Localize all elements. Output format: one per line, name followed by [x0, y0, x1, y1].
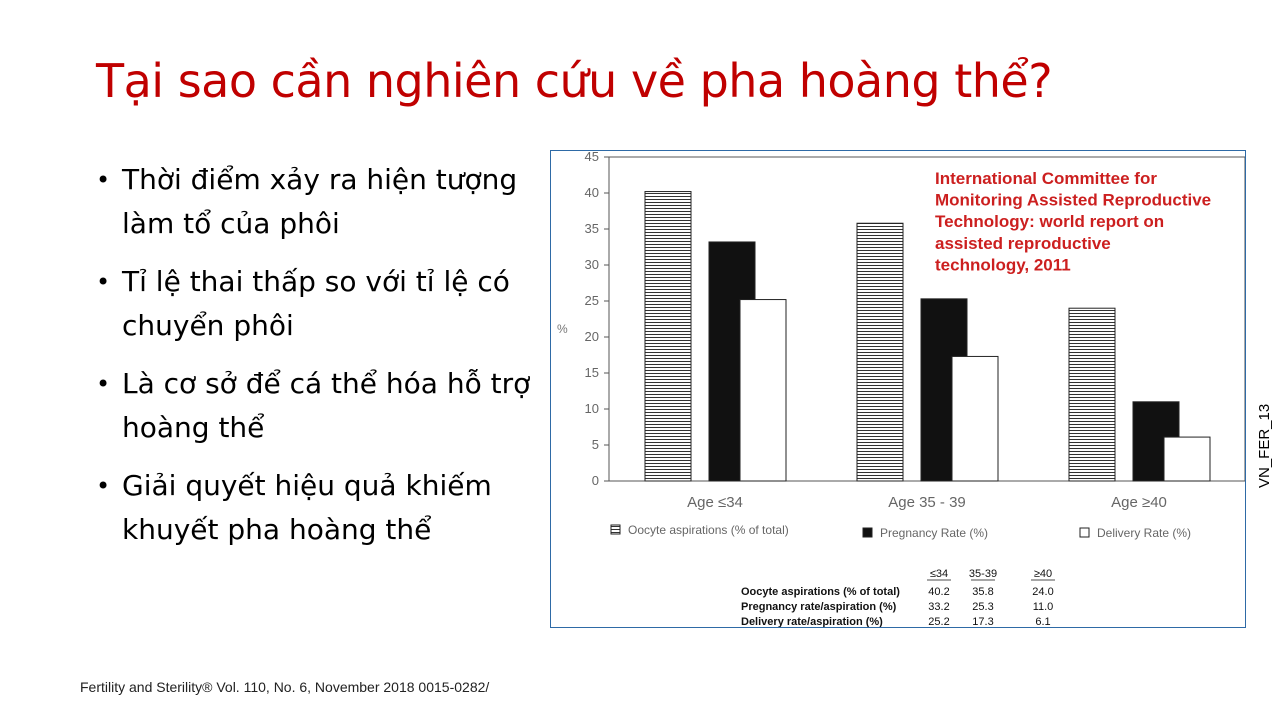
table-column-header: ≤34 [929, 568, 949, 580]
table-row-label: Delivery rate/aspiration (%) [741, 616, 883, 627]
bar-chart [551, 151, 1245, 627]
chart-annotation-line: assisted reproductive [935, 233, 1111, 253]
bar [645, 192, 691, 481]
table-cell: 11.0 [1032, 601, 1054, 613]
bar [740, 300, 786, 481]
bar [1164, 437, 1210, 481]
legend-swatch [1080, 528, 1089, 537]
table-cell: 17.3 [972, 616, 994, 627]
x-tick-label: Age 35 - 39 [888, 494, 966, 511]
y-tick-label: 45 [584, 151, 599, 164]
table-cell: 40.2 [928, 586, 950, 598]
legend-swatch [611, 525, 620, 534]
table-cell: 25.2 [928, 616, 950, 627]
legend-swatch [863, 528, 872, 537]
y-tick-label: 15 [584, 365, 599, 380]
legend-label: Pregnancy Rate (%) [880, 526, 989, 540]
slide-code: VN_FER_13 [1256, 403, 1273, 488]
chart-frame [550, 150, 1246, 628]
table-row-label: Oocyte aspirations (% of total) [741, 586, 900, 598]
y-tick-label: 0 [591, 473, 599, 488]
table-cell: 25.3 [972, 601, 994, 613]
y-tick-label: 30 [584, 257, 599, 272]
citation-text: Fertility and Sterility® Vol. 110, No. 6, November 2018 0015-0282/ [80, 679, 490, 695]
table-cell: 24.0 [1032, 586, 1054, 598]
chart-annotation-line: Technology: world report on [935, 212, 1165, 232]
citation-overflow-line [80, 700, 562, 720]
bullet-item: • Giải quyết hiệu quả khiếm khuyết pha hoàng thể [96, 464, 536, 552]
bullet-item: • Tỉ lệ thai thấp so với tỉ lệ có chuyển phôi [96, 260, 536, 348]
legend-label: Oocyte aspirations (% of total) [628, 523, 789, 537]
bar [1069, 308, 1115, 481]
chart-annotation-line: Monitoring Assisted Reproductive [935, 190, 1212, 210]
table-column-header: 35-39 [968, 568, 998, 580]
x-tick-label: Age ≤34 [687, 494, 743, 511]
table-column-header: ≥40 [1033, 568, 1053, 580]
table-cell: 33.2 [928, 601, 950, 613]
y-axis-label: % [557, 322, 568, 336]
y-tick-label: 35 [584, 221, 599, 236]
y-tick-label: 10 [584, 401, 599, 416]
y-tick-label: 20 [584, 329, 599, 344]
table-row-label: Pregnancy rate/aspiration (%) [741, 601, 897, 613]
y-tick-label: 40 [584, 185, 599, 200]
bullet-item: • Thời điểm xảy ra hiện tượng làm tổ của phôi [96, 158, 536, 246]
legend-label: Delivery Rate (%) [1097, 526, 1192, 540]
x-tick-label: Age ≥40 [1111, 494, 1167, 511]
table-cell: 35.8 [972, 586, 994, 598]
bullet-item: • Là cơ sở để cá thể hóa hỗ trợ hoàng thể [96, 362, 536, 450]
bar [952, 356, 998, 481]
y-tick-label: 25 [584, 293, 599, 308]
y-tick-label: 5 [591, 437, 599, 452]
table-cell: 6.1 [1035, 616, 1051, 627]
chart-annotation-line: International Committee for [935, 169, 1157, 188]
bar [857, 223, 903, 481]
bullet-list [96, 158, 536, 566]
slide-title: Tại sao cần nghiên cứu về pha hoàng thể? [96, 54, 1053, 108]
chart-annotation-line: technology, 2011 [935, 255, 1071, 275]
